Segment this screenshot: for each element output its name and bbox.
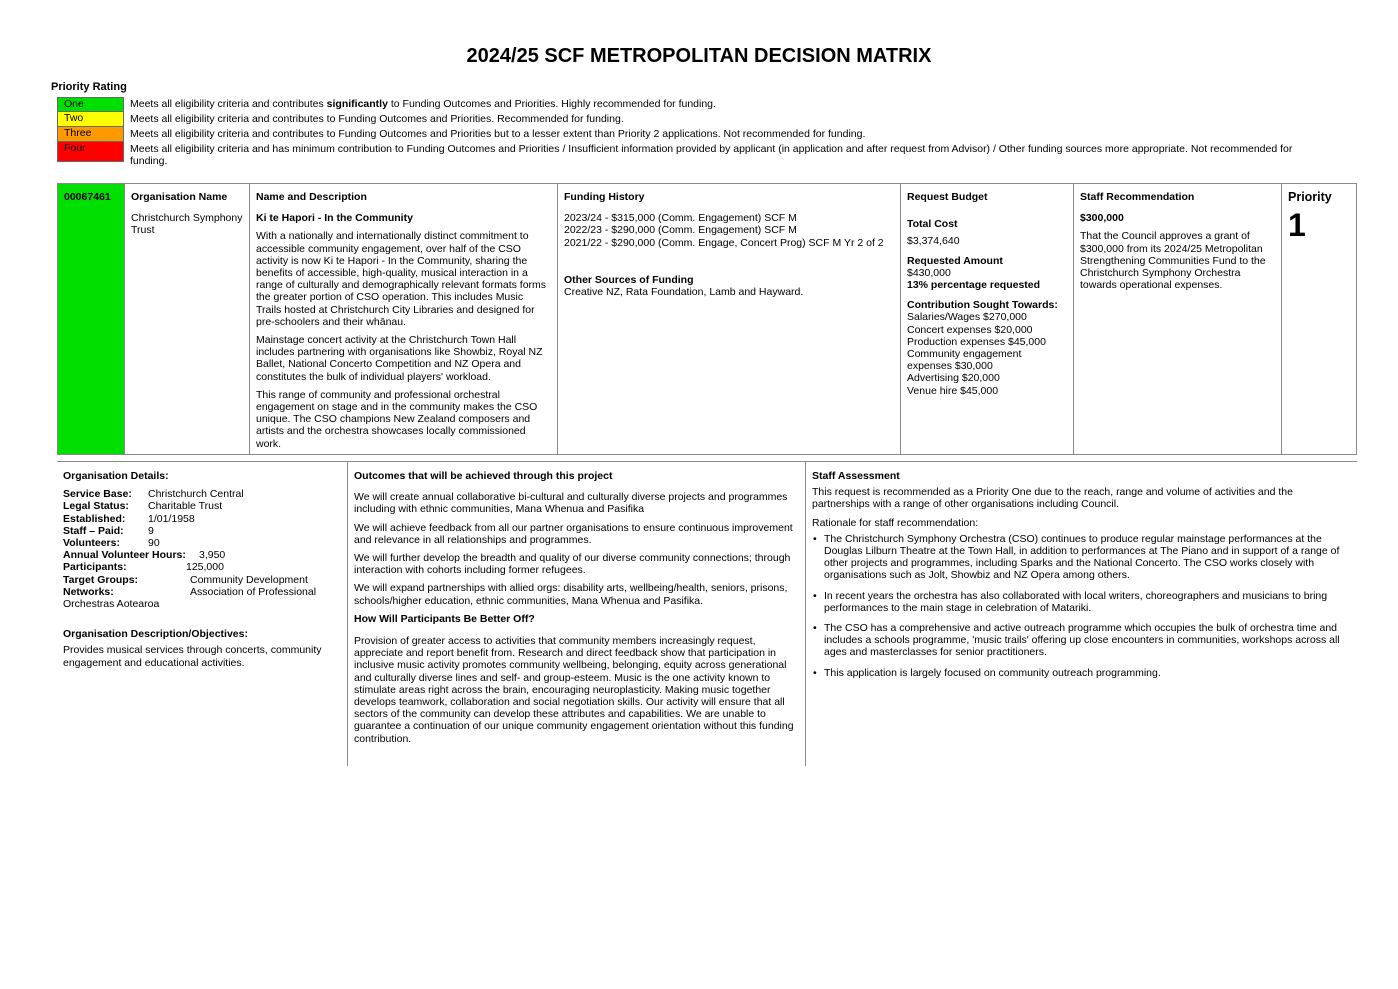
requested-amount: $430,000 xyxy=(907,266,951,279)
contribution-item: Advertising $20,000 xyxy=(907,372,1000,385)
priority-row-one xyxy=(57,97,1307,112)
organisation-description-heading: Organisation Description/Objectives: xyxy=(63,628,248,641)
funding-history-item: 2023/24 - $315,000 (Comm. Engagement) SCF M xyxy=(564,212,797,225)
staff-assessment-heading: Staff Assessment xyxy=(812,470,900,482)
outcomes-panel xyxy=(348,462,806,766)
contribution-item: Production expenses $45,000 xyxy=(907,335,1046,348)
staff-recommendation-amount: $300,000 xyxy=(1080,212,1124,225)
funding-history-heading: Funding History xyxy=(564,191,645,203)
detail-row: Annual Volunteer Hours: 3,950 xyxy=(63,549,226,562)
outcome-paragraph: We will create annual collaborative bi-cultural and culturally diverse projects and programmes including with ethnic communities, Mana Whenua and Pasifika xyxy=(354,491,788,516)
outcome-paragraph: We will further develop the breadth and quality of our diverse community connections; through interaction with cohorts including former refugees. xyxy=(354,552,791,577)
contribution-item: Concert expenses $20,000 xyxy=(907,323,1033,336)
better-off-text: Provision of greater access to activities that community members increasingly request, appreciate and report benefit from. Research and direct feedback show that participation in inclusive music activity promotes community wellbeing, belonging, equity across generational and culturally diverse lines and self- and group-esteem. Music is the one activity known to stimulate areas right across the brain, encouraging neuroplasticity. Making music together develops teamwork, collaboration and social negotiation skills. Our activity will ensure that all sectors of the community can develop these attributes and capabilities. We are unable to guarantee a continuation of our unique community engagement orientation without this funding contribution. xyxy=(354,635,794,745)
priority-swatch-two: Two xyxy=(57,112,124,127)
better-off-heading: How Will Participants Be Better Off? xyxy=(354,612,535,625)
percentage-requested: 13% percentage requested xyxy=(907,279,1041,292)
detail-row: Legal Status: Charitable Trust xyxy=(63,500,223,513)
funding-history-item: 2022/23 - $290,000 (Comm. Engagement) SCF M xyxy=(564,224,797,237)
total-cost-label: Total Cost xyxy=(907,218,958,231)
staff-recommendation-text: That the Council approves a grant of $300,000 from its 2024/25 Metropolitan Strengthening Communities Fund to the Christchurch Symphony Orchestra towards operational expenses. xyxy=(1080,230,1266,292)
total-cost: $3,374,640 xyxy=(907,235,960,248)
organisation-details-heading: Organisation Details: xyxy=(63,470,169,482)
organisation-name-cell xyxy=(125,184,250,454)
organisation-details-panel xyxy=(57,462,348,766)
organisation-name: Christchurch Symphony Trust xyxy=(131,212,243,237)
list-item: • This application is largely focused on community outreach programming. xyxy=(812,667,1351,679)
project-name: Ki te Hapori - In the Community xyxy=(256,212,413,225)
priority-row-two xyxy=(57,112,1307,127)
description-paragraph: This range of community and professional orchestral engagement on stage and in the community makes the CSO unique. The CSO champions New Zealand composers and artists and the orchestra showcases locally commissioned work. xyxy=(256,388,538,450)
requested-amount-label: Requested Amount xyxy=(907,254,1003,267)
networks-continued: Orchestras Aotearoa xyxy=(63,598,160,611)
rationale-heading: Rationale for staff recommendation: xyxy=(812,516,979,529)
priority-row-three xyxy=(57,127,1307,142)
detail-row: Service Base: Christchurch Central xyxy=(63,488,244,501)
contribution-item: Community engagement expenses $30,000 xyxy=(907,348,1022,373)
contribution-item: Salaries/Wages $270,000 xyxy=(907,311,1027,324)
priority-heading: Priority xyxy=(1288,190,1332,204)
priority-swatch-three: Three xyxy=(57,127,124,142)
details-section xyxy=(57,461,1357,766)
detail-row: Participants: 125,000 xyxy=(63,561,224,574)
priority-swatch-one: One xyxy=(57,97,124,112)
detail-row: Target Groups: Community Development xyxy=(63,573,308,586)
priority-rating-heading: Priority Rating xyxy=(51,81,127,93)
contribution-heading: Contribution Sought Towards: xyxy=(907,299,1058,312)
outcome-paragraph: We will achieve feedback from all our partner organisations to ensure continuous improvement and relevance in all relationships and programmes. xyxy=(354,521,793,546)
description-paragraph: Mainstage concert activity at the Christchurch Town Hall includes partnering with organisations like Showbiz, Royal NZ Ballet, National Concerto Competition and NZ Opera and constitutes the bulk of individual players' workload. xyxy=(256,334,543,383)
detail-row: Established: 1/01/1958 xyxy=(63,512,195,525)
rationale-list xyxy=(812,533,1351,679)
priority-swatch-four: Four xyxy=(57,142,124,162)
application-id: 00067461 xyxy=(64,191,111,203)
other-sources: Creative NZ, Rata Foundation, Lamb and Hayward. xyxy=(564,286,804,299)
description-paragraph: With a nationally and internationally distinct commitment to accessible community engagement, over half of the CSO activity is now Ki te Hapori - In the Community, sharing the benefits of accessible, high-quality, musical interaction in a range of culturally and demographically relevant formats forms the greater portion of CSO operation. This includes Music Trails hosted at Christchurch City Libraries and designed for pre-schoolers and their whānau. xyxy=(256,230,547,328)
request-budget-cell xyxy=(901,184,1074,454)
priority-desc-four: Meets all eligibility criteria and has minimum contribution to Funding Outcomes and Priorities / Insufficient information provided by applicant (in application and after request from Advisor) / Other funding sources more appropriate. Not recommended for funding. xyxy=(130,143,1293,167)
outcome-paragraph: We will expand partnerships with allied orgs: disability arts, wellbeing/health, seniors, prisons, schools/higher education, ethnic communities, Mana Whenua and Pasifika. xyxy=(354,582,788,607)
detail-row: Staff – Paid: 9 xyxy=(63,524,154,537)
page-title: 2024/25 SCF METROPOLITAN DECISION MATRIX xyxy=(466,45,932,67)
list-item: • The Christchurch Symphony Orchestra (CSO) continues to produce regular mainstage performances at the Douglas Lilburn Theatre at the Town Hall, in addition to performances at The Piano and in support of a range of other projects and programmes, including Sparks and the National Concerto. The CSO works closely with organisations such as Jolt, Showbiz and NZ Opera among others. xyxy=(812,533,1351,582)
priority-desc-three: Meets all eligibility criteria and contributes to Funding Outcomes and Priorities but to a lesser extent than Priority 2 applications. Not recommended for funding. xyxy=(130,128,866,140)
list-item: • In recent years the orchestra has also collaborated with local writers, choreographers and musicians to bring performances to the main stage in celebration of Matariki. xyxy=(812,590,1351,614)
organisation-name-heading: Organisation Name xyxy=(131,191,228,203)
funding-history-item: 2021/22 - $290,000 (Comm. Engage, Concert Prog) SCF M Yr 2 of 2 xyxy=(564,236,884,249)
priority-desc-one: Meets all eligibility criteria and contributes significantly to Funding Outcomes and Priorities. Highly recommended for funding. xyxy=(130,98,716,110)
contribution-item: Venue hire $45,000 xyxy=(907,384,999,397)
staff-assessment-panel xyxy=(806,462,1357,766)
outcomes-heading: Outcomes that will be achieved through this project xyxy=(354,470,613,482)
other-sources-heading: Other Sources of Funding xyxy=(564,273,694,286)
priority-cell xyxy=(1282,184,1356,454)
detail-row: Volunteers: 90 xyxy=(63,537,160,550)
staff-recommendation-heading: Staff Recommendation xyxy=(1080,191,1195,203)
priority-rating-legend xyxy=(57,97,1307,167)
staff-recommendation-cell xyxy=(1074,184,1282,454)
staff-assessment-intro: This request is recommended as a Priority One due to the reach, range and volume of activities and the partnerships with a range of other organisations including Council. xyxy=(812,486,1293,511)
priority-row-four xyxy=(57,142,1307,167)
list-item: • The CSO has a comprehensive and active outreach programme which occupies the bulk of orchestra time and includes a schools programme, 'music trails' offering up close encounters in communities, workshops across all ages and masterclasses for senior practitioners. xyxy=(812,622,1351,659)
name-description-heading: Name and Description xyxy=(256,191,367,203)
application-id-cell xyxy=(58,184,125,454)
funding-history-cell xyxy=(558,184,901,454)
application-table xyxy=(57,183,1357,455)
priority-value: 1 xyxy=(1288,207,1306,244)
request-budget-heading: Request Budget xyxy=(907,191,988,203)
priority-desc-two: Meets all eligibility criteria and contributes to Funding Outcomes and Priorities. Recommended for funding. xyxy=(130,113,624,125)
detail-row: Networks: Association of Professional xyxy=(63,585,317,598)
organisation-description: Provides musical services through concerts, community engagement and educational activities. xyxy=(63,644,322,669)
name-description-cell xyxy=(250,184,558,454)
